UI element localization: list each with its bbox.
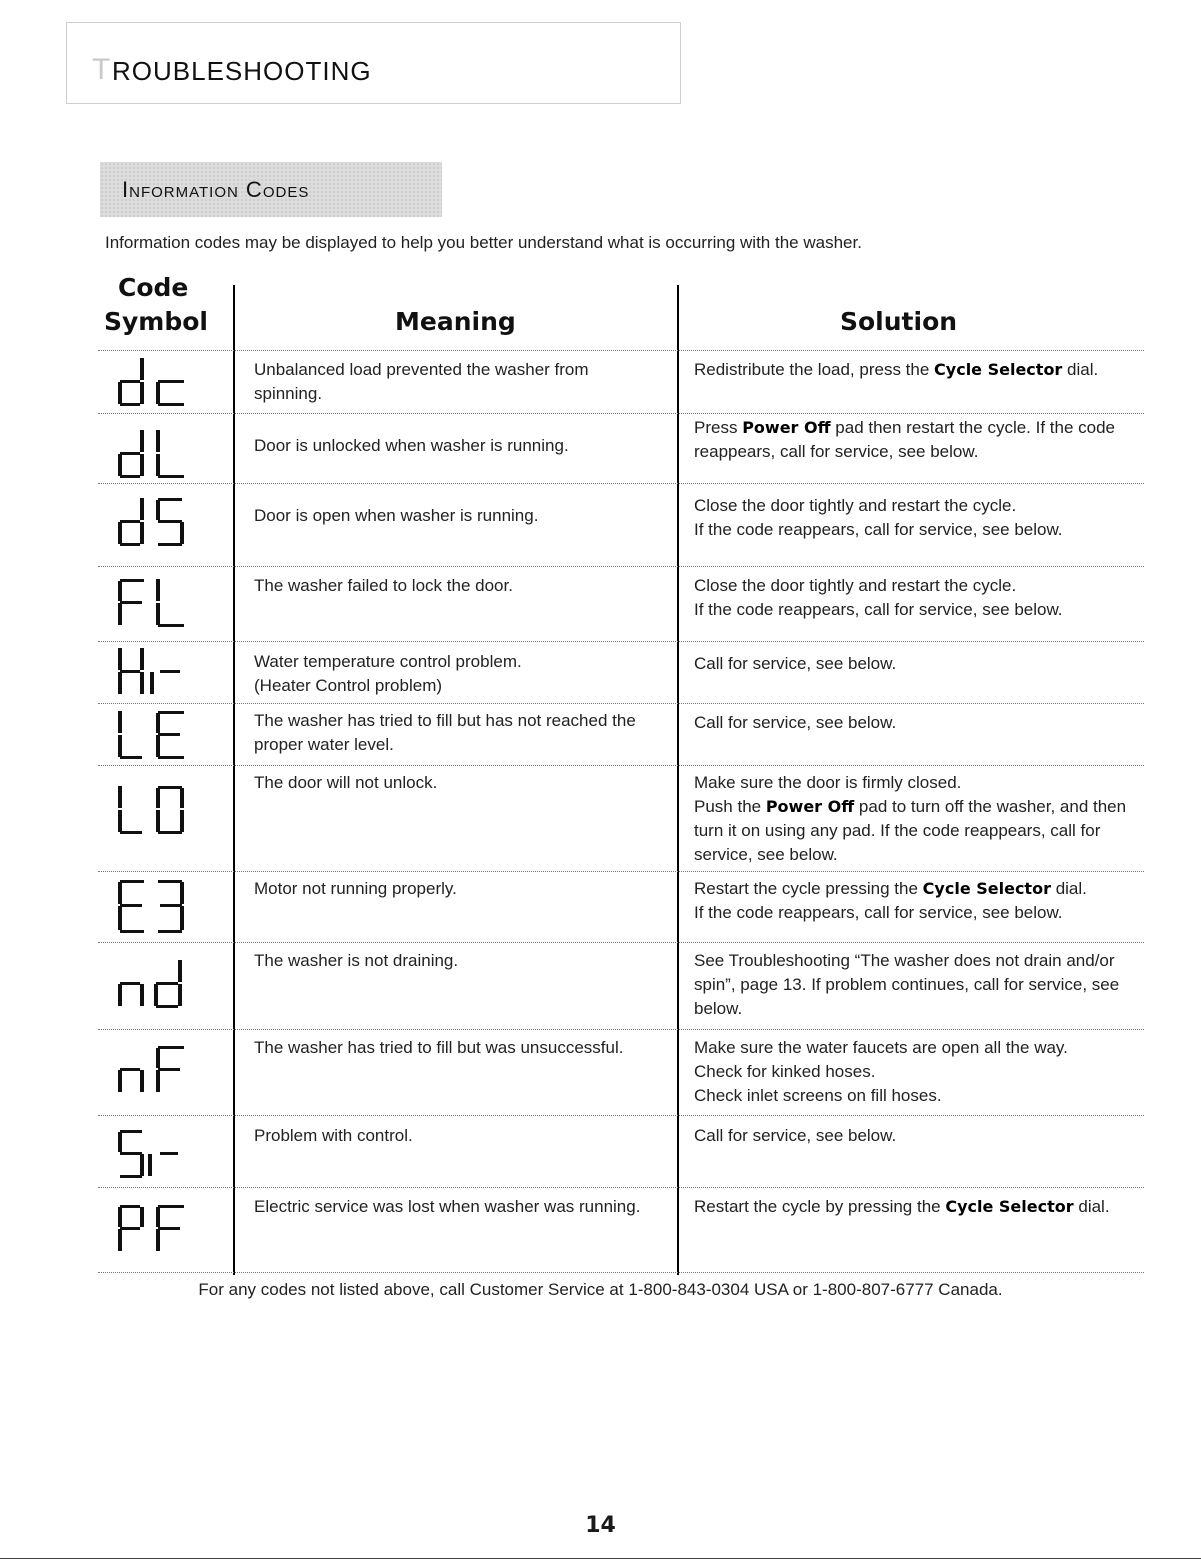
row-meaning: Door is open when washer is running.: [254, 506, 539, 525]
row-meaning: The washer has tried to fill but was unsuccessful.: [254, 1038, 624, 1057]
table-row: [98, 350, 1144, 416]
table-row: [98, 413, 1144, 482]
code-symbol-pf: [116, 1203, 206, 1255]
code-symbol-nd: [116, 958, 206, 1010]
row-solution: Restart the cycle by pressing the Cycle Selector dial.: [694, 1197, 1110, 1216]
page-bottom-rule: [0, 1558, 1201, 1559]
row-solution: Call for service, see below.: [694, 1126, 897, 1145]
code-symbol-sr: [116, 1128, 206, 1180]
row-meaning: Electric service was lost when washer was running.: [254, 1197, 641, 1216]
code-symbol-le: [116, 709, 206, 761]
row-solution: Close the door tightly and restart the cycle. If the code reappears, call for service, see below.: [694, 576, 1063, 619]
section-header: [100, 162, 442, 217]
row-meaning: The washer is not draining.: [254, 951, 459, 970]
code-symbol-lo: [116, 784, 206, 836]
table-row: [98, 703, 1144, 766]
row-solution: Make sure the door is firmly closed. Push the Power Off pad to turn off the washer, and then turn it on using any pad. If the code reappears, call for service, see below.: [694, 773, 1127, 864]
table-row: [98, 1115, 1144, 1188]
table-row: [98, 1029, 1144, 1115]
code-symbol-hi: [116, 646, 206, 698]
table-row: [98, 765, 1144, 871]
intro-text: Information codes may be displayed to help you better understand what is occurring with the washer.: [105, 233, 862, 252]
column-code-label: Code: [118, 273, 189, 302]
row-meaning: Water temperature control problem. (Heater Control problem): [254, 652, 522, 695]
code-symbol-e3: [116, 878, 206, 936]
table-row: [98, 871, 1144, 942]
row-solution: Call for service, see below.: [694, 654, 897, 673]
table-row: [98, 641, 1144, 702]
row-solution: Restart the cycle pressing the Cycle Selector dial. If the code reappears, call for service, see below.: [694, 879, 1087, 922]
table-row: [98, 1187, 1144, 1272]
section-title: Information Codes: [122, 177, 310, 202]
row-solution: Redistribute the load, press the Cycle Selector dial.: [694, 360, 1099, 379]
code-symbol-nf: [116, 1044, 206, 1096]
row-meaning: Door is unlocked when washer is running.: [254, 436, 569, 455]
row-solution: Call for service, see below.: [694, 713, 897, 732]
column-solution-label: Solution: [840, 307, 958, 336]
title-initial: T: [92, 53, 112, 86]
table-row: [98, 483, 1144, 566]
code-symbol-dc: [116, 356, 206, 408]
table-row: [98, 942, 1144, 1028]
row-meaning: The door will not unlock.: [254, 773, 438, 792]
page-number: 14: [585, 1513, 616, 1538]
code-symbol-ds: [116, 496, 206, 548]
row-solution: Make sure the water faucets are open all the way. Check for kinked hoses. Check inlet screens on fill hoses.: [694, 1038, 1068, 1105]
row-solution: See Troubleshooting “The washer does not drain and/or spin”, page 13. If problem continues, call for service, see below.: [694, 951, 1120, 1018]
code-symbol-dl: [116, 428, 206, 480]
column-meaning-label: Meaning: [395, 307, 516, 336]
row-meaning: The washer has tried to fill but has not reached the proper water level.: [254, 711, 636, 754]
row-meaning: Problem with control.: [254, 1126, 413, 1145]
row-meaning: Unbalanced load prevented the washer from spinning.: [254, 360, 589, 403]
page-title: ROUBLESHOOTING: [112, 56, 372, 86]
table-row: [98, 566, 1144, 639]
row-solution: Press Power Off pad then restart the cycle. If the code reappears, call for service, see below.: [694, 418, 1116, 461]
row-solution: Close the door tightly and restart the cycle. If the code reappears, call for service, see below.: [694, 496, 1063, 539]
code-symbol-fl: [116, 577, 206, 629]
row-meaning: Motor not running properly.: [254, 879, 457, 898]
page-header-box: [66, 22, 681, 104]
footer-note: For any codes not listed above, call Customer Service at 1-800-843-0304 USA or 1-800-807-6777 Canada.: [198, 1280, 1003, 1299]
column-symbol-label: Symbol: [104, 307, 208, 336]
row-meaning: The washer failed to lock the door.: [254, 576, 513, 595]
table-bottom-rule: [98, 1272, 1144, 1273]
